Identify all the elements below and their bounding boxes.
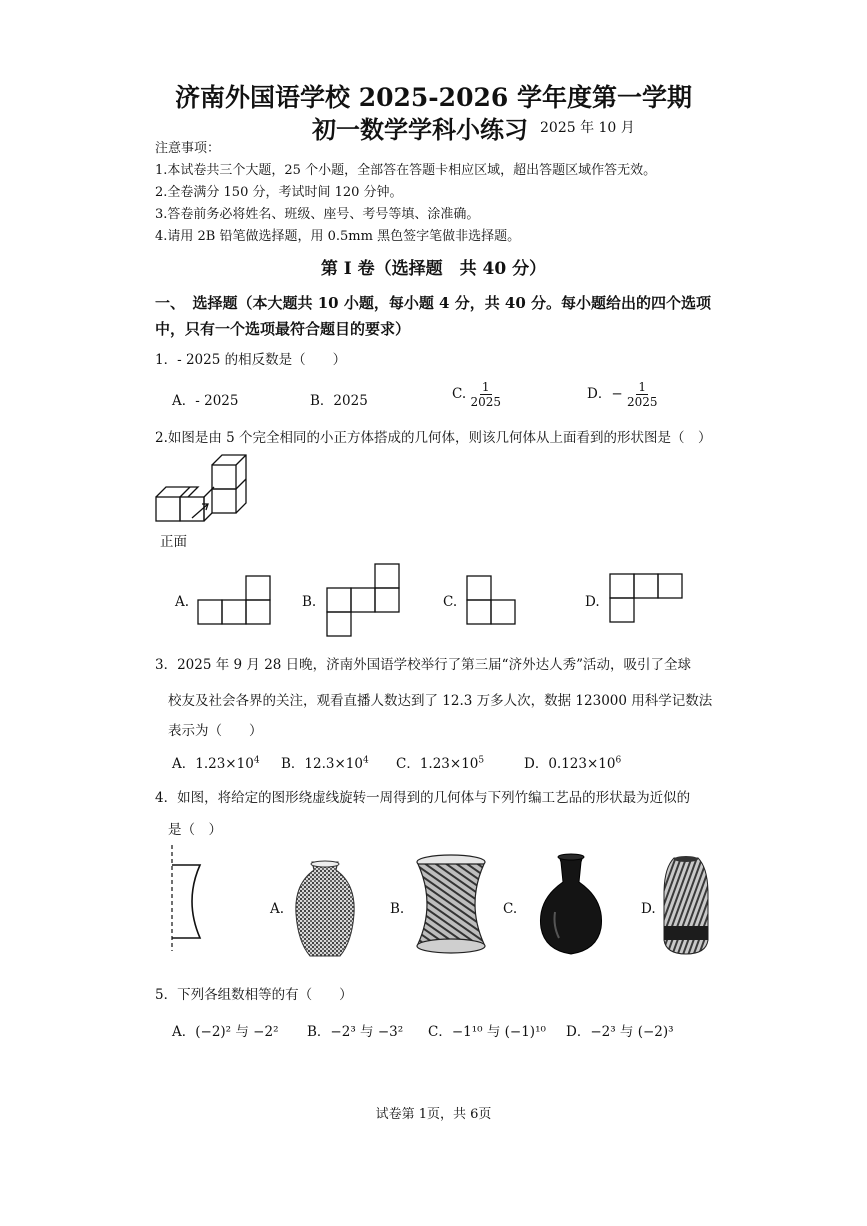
q2-cube-figure — [150, 452, 260, 524]
vase-d-image — [660, 854, 712, 958]
q4-rotation-shape — [164, 843, 214, 953]
vase-a-image — [292, 858, 358, 960]
q3-option-c — [396, 752, 484, 772]
question-4-line-1: 4．如图，将给定的图形绕虚线旋转一周得到的几何体与下列竹编工艺品的形状最为近似的 — [155, 790, 691, 806]
question-1-stem: 1．- 2025 的相反数是（ ） — [155, 352, 347, 368]
q1-option-a: A．- 2025 — [172, 393, 239, 409]
question-3-line-3: 表示为（ ） — [168, 723, 263, 739]
q5-option-c: C．−1¹⁰ 与 (−1)¹⁰ — [428, 1024, 546, 1040]
note-item: 4.请用 2B 铅笔做选择题，用 0.5mm 黑色签字笔做非选择题。 — [155, 229, 521, 244]
q2-option-d: D. — [585, 594, 600, 610]
q4-option-a: A. — [270, 901, 285, 917]
note-item: 3.答卷前务必将姓名、班级、座号、考号等填、涂准确。 — [155, 207, 480, 222]
q3-option-b-base: B．12.3×10 — [281, 756, 363, 772]
q1-option-d — [587, 380, 657, 409]
q3-option-d-exponent: 6 — [615, 755, 622, 766]
q2-option-b-figure — [325, 562, 405, 640]
q2-option-b: B. — [302, 594, 317, 610]
q4-option-b: B. — [390, 901, 405, 917]
question-5-stem: 5．下列各组数相等的有（ ） — [155, 987, 353, 1003]
q2-option-c-figure — [465, 574, 521, 628]
q3-option-c-exponent: 5 — [478, 755, 485, 766]
notes-heading: 注意事项： — [155, 141, 221, 156]
q1-option-b: B．2025 — [310, 393, 368, 409]
question-2-stem: 2.如图是由 5 个完全相同的小正方体搭成的几何体，则该几何体从上面看到的形状图是（ ） — [155, 430, 712, 446]
q3-option-b — [281, 752, 369, 772]
q5-option-b: B．−2³ 与 −3² — [307, 1024, 404, 1040]
q5-option-d: D．−2³ 与 (−2)³ — [566, 1024, 674, 1040]
q3-option-a-exponent: 4 — [253, 755, 260, 766]
exam-title: 济南外国语学校 2025-2026 学年度第一学期 — [175, 83, 692, 112]
q4-option-c: C. — [503, 901, 518, 917]
vase-c-image — [535, 852, 607, 958]
q2-option-a: A. — [175, 594, 190, 610]
fraction-denominator: 2025 — [626, 395, 658, 409]
vase-b-image — [410, 852, 492, 958]
q3-option-a — [172, 752, 260, 772]
q2-front-label: 正面 — [160, 534, 187, 550]
exam-subtitle: 初一数学学科小练习 — [312, 115, 528, 144]
q1-option-c-label: C. — [452, 386, 467, 402]
note-item: 1.本试卷共三个大题，25 个小题，全部答在答题卡相应区域，超出答题区域作答无效。 — [155, 163, 657, 178]
q1-option-d-label: D．− — [587, 386, 623, 402]
q1-option-c — [452, 380, 501, 409]
q2-option-a-figure — [196, 574, 276, 626]
q3-option-b-exponent: 4 — [362, 755, 369, 766]
question-3-line-2: 校友及社会各界的关注，观看直播人数达到了 12.3 万多人次，数据 123000 用科学记数法 — [168, 693, 713, 709]
q3-option-d — [524, 752, 621, 772]
q5-option-a: A．(−2)² 与 −2² — [172, 1024, 279, 1040]
q1-option-d-fraction — [627, 380, 658, 409]
fraction-numerator: 1 — [638, 380, 647, 394]
exam-date: 2025 年 10 月 — [540, 120, 635, 136]
q3-option-d-base: D．0.123×10 — [524, 756, 616, 772]
section-title: 第 I 卷（选择题 共 40 分） — [320, 259, 547, 279]
question-4-line-2: 是（ ） — [168, 822, 222, 838]
q2-option-d-figure — [608, 572, 688, 628]
note-item: 2.全卷满分 150 分，考试时间 120 分钟。 — [155, 185, 403, 200]
notes-block — [155, 138, 656, 248]
q2-option-c: C. — [443, 594, 458, 610]
q1-option-c-fraction — [470, 380, 501, 409]
fraction-numerator: 1 — [481, 380, 490, 394]
page-footer: 试卷第 1页，共 6页 — [375, 1107, 492, 1122]
question-3-line-1: 3．2025 年 9 月 28 日晚，济南外国语学校举行了第三届“济外达人秀”活动，吸引了全球 — [155, 657, 691, 673]
q4-option-d: D. — [641, 901, 656, 917]
q3-option-a-base: A．1.23×10 — [172, 756, 254, 772]
part-intro: 一、 选择题（本大题共 10 小题，每小题 4 分，共 40 分。每小题给出的四个选项中，只有一个选项最符合题目的要求） — [155, 294, 712, 338]
q3-option-c-base: C．1.23×10 — [396, 756, 479, 772]
fraction-denominator: 2025 — [470, 395, 501, 409]
